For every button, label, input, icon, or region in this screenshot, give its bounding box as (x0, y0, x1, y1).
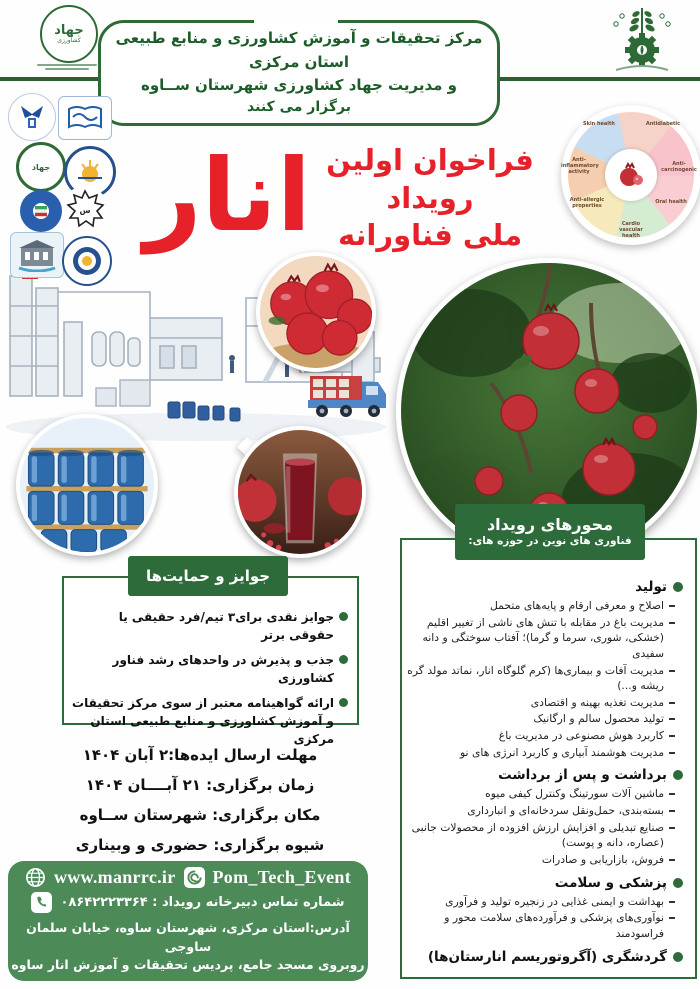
phone-row (8, 892, 368, 913)
industry-gear-flag-logo (20, 190, 62, 232)
bullet-icon (339, 698, 348, 707)
organizer-line1: مرکز تحقیقات و آموزش کشاورزی و منابع طبیعی استان مرکزی (115, 29, 483, 71)
topic-section-tourism (404, 949, 683, 965)
event-date-line: زمان برگزاری: ۲۱ آبــــان ۱۴۰۴ (85, 776, 315, 794)
topic-item (406, 663, 675, 694)
wheel-label-oral: Oral health (655, 199, 687, 205)
topic-item-text: تولید محصول سالم و ارگانیک (533, 712, 664, 726)
agriculture-ministry-logo (596, 4, 688, 78)
topic-item-text: مدیریت تغذیه بهینه و اقتصادی (530, 695, 664, 709)
dash-icon (669, 702, 675, 704)
bullet-icon (339, 612, 348, 621)
topic-section-title: برداشت و پس از برداشت (498, 767, 667, 784)
topic-item (406, 728, 675, 744)
wheel-center-pomegranate (605, 149, 657, 201)
topic-item (406, 910, 675, 941)
topic-item-text: مدیریت باغ در مقابله با تنش های ناشی از تغییر اقلیم (خشکی، شوری، سرما و گرما)؛ آفتاب سوختگی و دانه سفیدی (422, 615, 664, 660)
azad-university-logo (8, 93, 56, 141)
wheel-label-antiinflammatory: Anti-inflammatory activity (561, 157, 599, 175)
topic-item (406, 786, 675, 802)
bullet-icon (673, 878, 683, 888)
bullet-icon (339, 655, 348, 664)
prize-item-text: جوایز نقدی برای۳ تیم/فرد حقیقی یا حقوقی برتر (118, 610, 334, 642)
truck-illustration (306, 368, 390, 420)
website-link[interactable]: www.manrrc.ir (53, 866, 176, 887)
bullet-icon (673, 582, 683, 592)
prize-item-text: جذب و پذیرش در واحدهای رشد فناور کشاورزی (112, 653, 334, 685)
messenger-handle-link[interactable]: Pom_Tech_Event (212, 866, 352, 887)
dash-icon (669, 718, 675, 720)
dash-icon (669, 735, 675, 737)
event-big-word: انار (144, 137, 311, 254)
messenger-icon (184, 867, 205, 888)
topic-item (406, 615, 675, 662)
topic-item-text: مدیریت هوشمند آبیاری و کاربرد انرژی های نو (459, 745, 664, 759)
contact-box (8, 861, 368, 981)
topic-item (406, 598, 675, 614)
barrels-photo (16, 414, 158, 556)
event-title-line1: فراخوان اولین رویداد (326, 143, 534, 215)
topic-item (406, 711, 675, 727)
topic-item-text: بسته‌بندی، حمل‌ونقل سردخانه‌ای و انبارداری (467, 804, 664, 818)
links-row (8, 867, 368, 888)
bullet-icon (673, 770, 683, 780)
address-line1: آدرس:استان مرکزی، شهرستان ساوه، خیابان سلمان ساوجی (26, 919, 350, 954)
dash-icon (669, 859, 675, 861)
topic-item-text: بهداشت و ایمنی غذایی در زنجیره تولید و فرآوری (445, 894, 664, 908)
prize-item (70, 608, 348, 644)
dash-icon (669, 752, 675, 754)
topic-item-text: صنایع تبدیلی و افزایش ارزش افزوده از محصولات جانبی (عصاره، دانه و پوست) (411, 820, 664, 850)
schedule-block (40, 740, 360, 860)
whatsapp-icon (31, 892, 52, 913)
organizer-banner (98, 20, 500, 126)
wheel-label-anticarcinogenic: Anti-carcinogenic (661, 161, 697, 173)
prize-item (70, 694, 348, 748)
organizer-line3: برگزار می کنند (247, 99, 351, 116)
bullet-icon (673, 952, 683, 962)
prize-item-text: ارائه گواهینامه معتبر از سوی مرکز تحقیقات و آموزش کشاورزی و منابع طبیعی استان مرکزی (72, 696, 334, 746)
topic-item (406, 745, 675, 761)
wheel-label-antiallergic: Anti-allergic properties (569, 197, 605, 209)
dash-icon (669, 827, 675, 829)
dash-icon (669, 810, 675, 812)
topic-section-title: تولید (635, 579, 667, 595)
topic-item-text: مدیریت آفات و بیماری‌ها (کرم گلوگاه انار، نماتد مولد گره ریشه و...) (407, 663, 664, 693)
pomegranate-icon (616, 160, 646, 190)
jahad-daneshgahi-logo: جهاد (16, 142, 66, 192)
farmandari-saveh-logo (10, 232, 64, 278)
chamber-of-commerce-logo (62, 236, 112, 286)
wheel-label-antidiabetic: Antidiabetic (645, 121, 681, 127)
topic-section-harvest (404, 767, 683, 783)
topic-item-text: ماشین آلات سورتینگ وکنترل کیفی میوه (485, 787, 664, 801)
topic-section-title: گردشگری (آگروتوریسم انارستان‌ها) (427, 948, 667, 965)
topic-item-text: اصلاح و معرفی ارقام و پایه‌های متحمل (489, 599, 664, 612)
dash-icon (669, 917, 675, 919)
topic-item (406, 803, 675, 819)
format-line: شیوه برگزاری: حضوری و وبیناری (75, 836, 325, 854)
pomegranate-benefits-wheel (561, 105, 700, 245)
jahad-logo-subtext: کشاورزی (57, 37, 81, 44)
topics-badge-title: محورهای رویداد (486, 515, 614, 535)
topics-badge-subtitle: فناوری های نوین در حوزه های: (468, 535, 632, 548)
topic-item (406, 894, 675, 910)
dash-icon (669, 605, 675, 607)
topic-section-health (404, 875, 683, 891)
event-title (293, 142, 567, 255)
topics-content (404, 572, 687, 968)
svg-text:س: س (79, 206, 91, 215)
prize-item (70, 651, 348, 687)
prizes-badge: جوایز و حمایت‌ها (128, 556, 288, 596)
event-title-line2: ملی فناورانه (337, 218, 523, 253)
topic-item-text: فروش، بازاریابی و صادرات (541, 852, 664, 866)
organizer-line2: و مدیریت جهاد کشاورزی شهرستان ســاوه (141, 75, 457, 94)
wheel-label-skin: Skin health (583, 121, 615, 127)
phone-number[interactable]: شماره تماس دبیرخانه رویداد : ۰۸۶۴۲۲۲۳۳۶۴ (60, 894, 345, 910)
topic-item (406, 820, 675, 851)
dash-icon (669, 670, 675, 672)
topic-item (406, 852, 675, 868)
topic-section-production (404, 579, 683, 595)
address-line2: روبروی مسجد جامع، پردیس تحقیقات و آموزش انار ساوه (11, 957, 365, 973)
topic-item (406, 695, 675, 711)
book-institute-logo (58, 96, 112, 140)
shahrdari-saveh-logo (62, 186, 108, 232)
logo-caption-lines (34, 62, 100, 72)
banner-gap (254, 19, 338, 24)
jahad-keshavarzi-logo (40, 5, 98, 63)
topics-badge (455, 504, 645, 560)
wheel-label-cardio: Cardio vascular health (619, 221, 643, 239)
jahad-logo-text: جهاد (54, 23, 84, 38)
dash-icon (669, 622, 675, 624)
prizes-list (70, 608, 348, 755)
topic-item-text: نوآوری‌های پزشکی و فرآورده‌های سلامت محور و فراسودمند (444, 911, 664, 940)
globe-icon (25, 867, 46, 888)
venue-line: مکان برگزاری: شهرستان ســاوه (79, 806, 321, 824)
topic-section-title: پزشکی و سلامت (554, 874, 667, 891)
dash-icon (669, 901, 675, 903)
deadline-line: مهلت ارسال ایده‌ها:۲ آبان ۱۴۰۴ (82, 746, 318, 764)
pomegranates-photo (256, 252, 376, 372)
topic-item-text: کاربرد هوش مصنوعی در مدیریت باغ (498, 729, 664, 743)
juice-glass-photo (234, 426, 366, 558)
dash-icon (669, 793, 675, 795)
